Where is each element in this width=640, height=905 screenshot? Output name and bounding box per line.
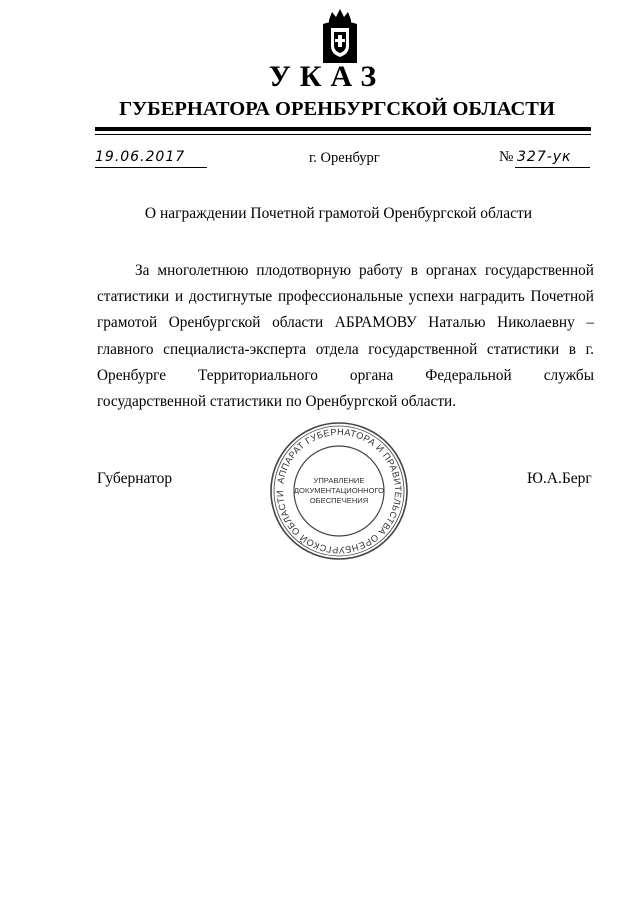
document-body: За многолетнюю плодотворную работу в органах государственной статистики и достигнутые профессиональные успехи наградить Почетной грамотой Оренбургской области АБРАМОВУ Наталью Николаевну – главного специалиста-эксперта отдела государственной статистики в г. Оренбурге Территориального органа Федеральной службы государственной статистики по Оренбургской области. bbox=[97, 262, 594, 411]
decree-date bbox=[95, 149, 207, 173]
document-heading: О награждении Почетной грамотой Оренбургской области bbox=[144, 205, 533, 222]
decree-city: г. Оренбург bbox=[309, 150, 380, 166]
decree-number bbox=[499, 147, 594, 177]
seal-center-line-2: ДОКУМЕНТАЦИОННОГО bbox=[293, 486, 385, 495]
header-rule-thin bbox=[95, 134, 591, 135]
seal-center-line-3: ОБЕСПЕЧЕНИЯ bbox=[309, 496, 369, 505]
official-seal bbox=[268, 420, 410, 562]
signer-position: Губернатор bbox=[97, 470, 173, 487]
number-handwritten: 327-ук bbox=[517, 149, 572, 165]
number-sign: № bbox=[499, 149, 514, 165]
decree-subtitle: ГУБЕРНАТОРА ОРЕНБУРГСКОЙ ОБЛАСТИ bbox=[119, 98, 555, 120]
header-rule-thick bbox=[95, 127, 591, 131]
seal-ring-text: АППАРАТ ГУБЕРНАТОРА И ПРАВИТЕЛЬСТВА ОРЕНБУРГСКОЙ ОБЛАСТИ bbox=[274, 426, 404, 556]
number-underline bbox=[515, 167, 590, 168]
decree-title: УКАЗ bbox=[268, 60, 386, 93]
date-handwritten: 19.06.2017 bbox=[95, 149, 186, 165]
signer-name: Ю.А.Берг bbox=[527, 470, 592, 487]
date-underline bbox=[95, 167, 207, 168]
coat-of-arms-emblem bbox=[319, 8, 361, 64]
seal-center-line-1: УПРАВЛЕНИЕ bbox=[313, 476, 365, 485]
